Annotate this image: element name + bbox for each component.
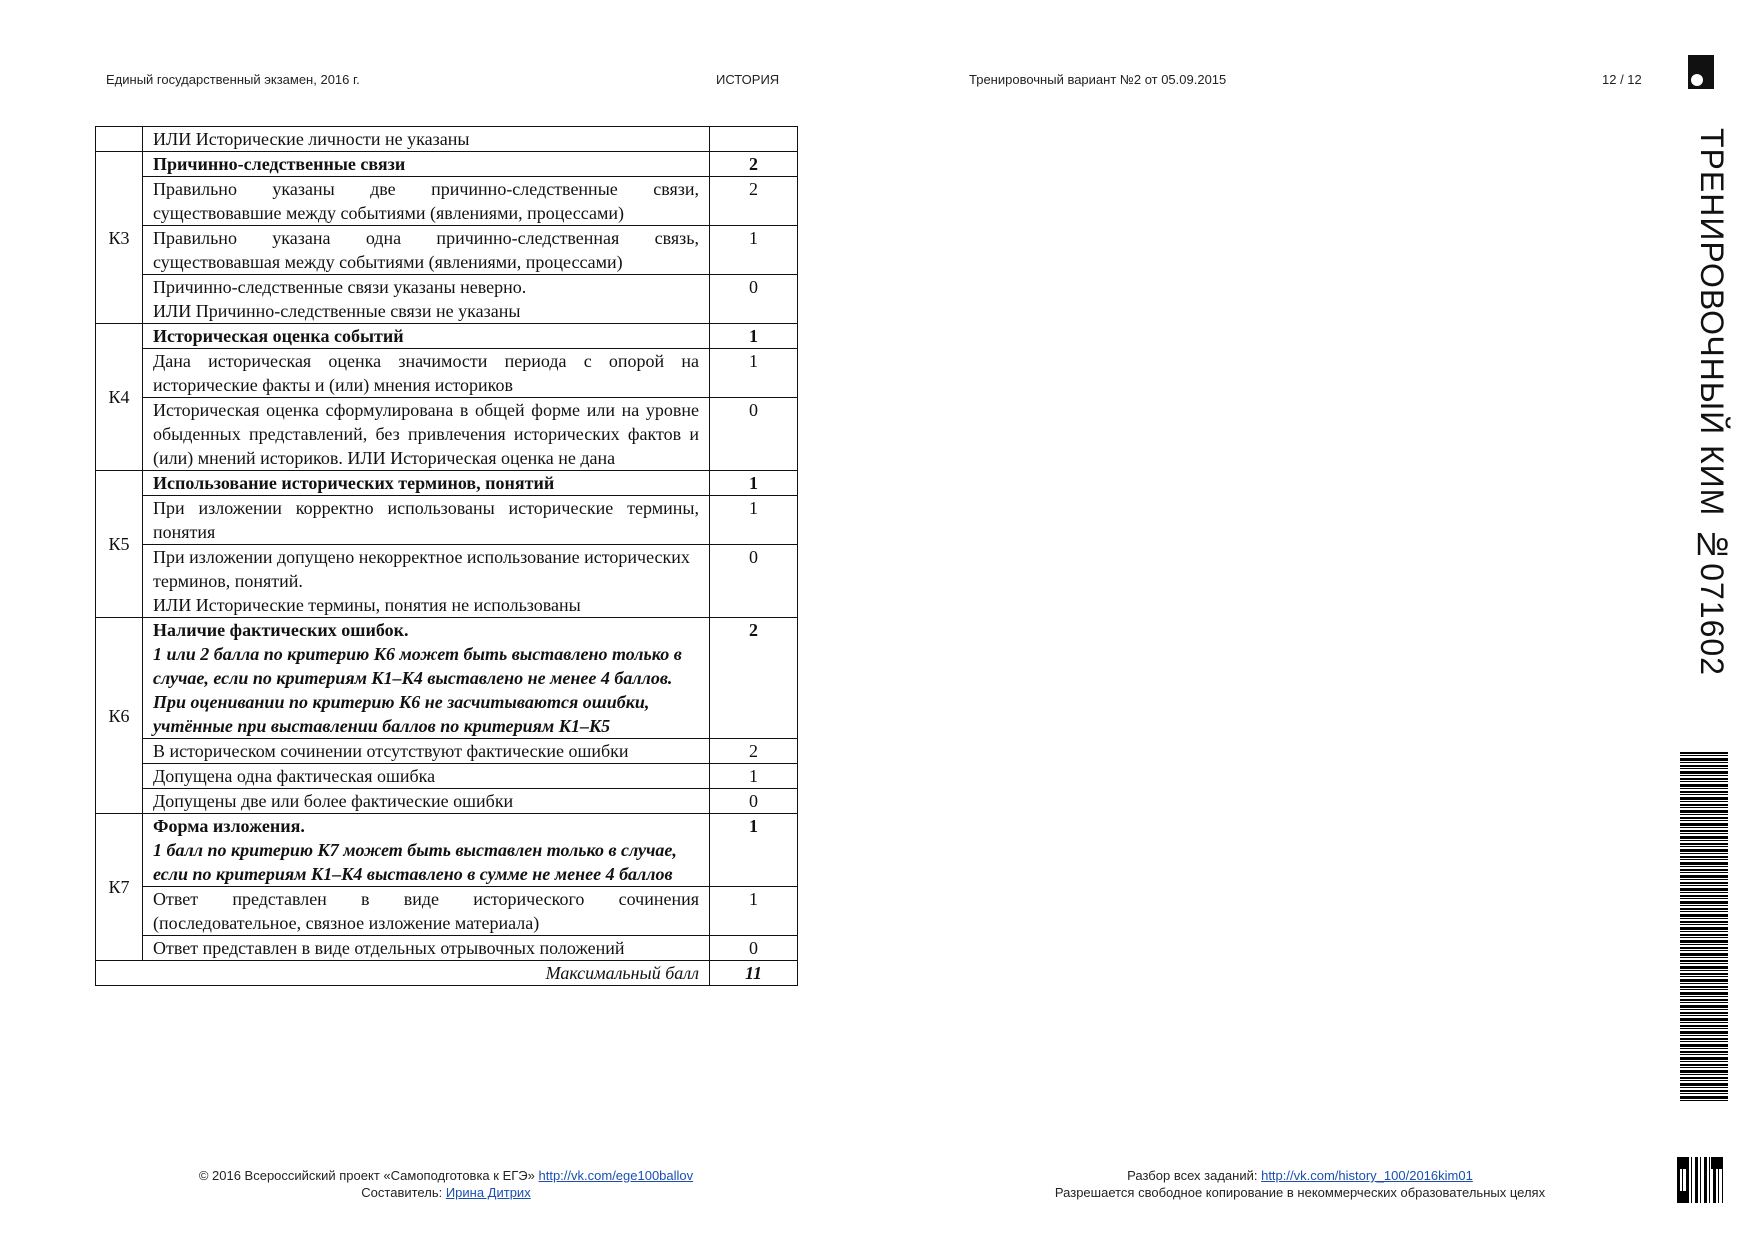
author-label: Составитель:	[361, 1185, 443, 1200]
criterion-text: Ответ представлен в виде исторического сочинения (последовательное, связное изложение материала)	[143, 887, 710, 936]
table-row	[96, 127, 798, 152]
header-page-number: 12 / 12	[1602, 72, 1642, 87]
criterion-note: 1 или 2 балла по критерию К6 может быть выставлено только в случае, если по критериям К1–К4 выставлено не менее 4 баллов.	[153, 644, 682, 688]
criterion-text: Правильно указаны две причинно-следственные связи, существовавшие между событиями (явлениями, процессами)	[143, 177, 710, 226]
criterion-title-k3: Причинно-следственные связи	[143, 152, 710, 177]
author-link[interactable]: Ирина Дитрих	[445, 1185, 531, 1200]
table-row	[96, 936, 798, 961]
criterion-max-k7: 1	[710, 814, 798, 887]
table-row	[96, 349, 798, 398]
criterion-text: В историческом сочинении отсутствуют фактические ошибки	[143, 739, 710, 764]
criterion-code-k4: К4	[96, 324, 143, 471]
criterion-note: 1 балл по критерию К7 может быть выставлен только в случае, если по критериям К1–К4 выставлено в сумме не менее 4 баллов	[153, 840, 677, 884]
criterion-points: 1	[710, 764, 798, 789]
criterion-text-alt: ИЛИ Исторические термины, понятия не использованы	[153, 595, 581, 615]
criterion-title-k7: Форма изложения.	[153, 816, 305, 836]
criterion-points: 0	[710, 789, 798, 814]
criterion-text-alt: ИЛИ Причинно-следственные связи не указаны	[153, 301, 521, 321]
criterion-title-k4: Историческая оценка событий	[143, 324, 710, 349]
table-row	[96, 814, 798, 887]
table-row	[96, 764, 798, 789]
table-row	[96, 177, 798, 226]
criterion-max-k3: 2	[710, 152, 798, 177]
table-row	[96, 275, 798, 324]
criteria-table	[95, 126, 798, 986]
project-link[interactable]: http://vk.com/ege100ballov	[538, 1168, 694, 1183]
criterion-code-k7: К7	[96, 814, 143, 961]
total-value: 11	[710, 961, 798, 986]
criterion-code-k5: К5	[96, 471, 143, 618]
criterion-text: При изложении допущено некорректное использование исторических терминов, понятий.	[153, 547, 690, 591]
criterion-text: Допущена одна фактическая ошибка	[143, 764, 710, 789]
table-row	[96, 887, 798, 936]
table-row	[96, 324, 798, 349]
review-link[interactable]: http://vk.com/history_100/2016kim01	[1261, 1168, 1473, 1183]
criterion-code-k6: К6	[96, 618, 143, 814]
review-label: Разбор всех заданий:	[1127, 1168, 1258, 1183]
criterion-max-k6: 2	[710, 618, 798, 739]
license-text: Разрешается свободное копирование в некоммерческих образовательных целях	[1054, 1185, 1546, 1200]
table-row	[96, 496, 798, 545]
header-variant: Тренировочный вариант №2 от 05.09.2015	[969, 72, 1227, 87]
corner-marker-icon	[1688, 55, 1714, 89]
criterion-points: 2	[710, 739, 798, 764]
criterion-text: Дана историческая оценка значимости периода с опорой на исторические факты и (или) мнения историков	[143, 349, 710, 398]
table-row	[96, 226, 798, 275]
header-exam-title: Единый государственный экзамен, 2016 г.	[106, 72, 360, 87]
criterion-points: 1	[710, 226, 798, 275]
table-row	[96, 471, 798, 496]
criterion-note: При оценивании по критерию К6 не засчитываются ошибки, учтённые при выставлении баллов по критериям К1–К5	[153, 692, 650, 736]
criterion-text: При изложении корректно использованы исторические термины, понятия	[143, 496, 710, 545]
criterion-title-k5: Использование исторических терминов, понятий	[143, 471, 710, 496]
criterion-title-k6: Наличие фактических ошибок.	[153, 620, 409, 640]
table-row	[96, 618, 798, 739]
criterion-points: 0	[710, 545, 798, 618]
barcode-icon	[1680, 752, 1728, 1102]
table-row	[96, 152, 798, 177]
footer-right	[1000, 1167, 1600, 1201]
criterion-points: 1	[710, 496, 798, 545]
total-label: Максимальный балл	[96, 961, 710, 986]
criterion-points: 0	[710, 398, 798, 471]
criterion-points: 0	[710, 936, 798, 961]
total-row	[96, 961, 798, 986]
criterion-points: 1	[710, 349, 798, 398]
footer-copyright: © 2016 Всероссийский проект «Самоподготовка к ЕГЭ»	[198, 1168, 535, 1183]
criterion-text: Допущены две или более фактические ошибки	[143, 789, 710, 814]
criterion-code-k3: К3	[96, 152, 143, 324]
criterion-text: Ответ представлен в виде отдельных отрывочных положений	[143, 936, 710, 961]
criterion-max-k4: 1	[710, 324, 798, 349]
criterion-text: Правильно указана одна причинно-следственная связь, существовавшая между событиями (явлениями, процессами)	[143, 226, 710, 275]
table-row	[96, 789, 798, 814]
criterion-text: ИЛИ Исторические личности не указаны	[143, 127, 710, 152]
side-title: ТРЕНИРОВОЧНЫЙ КИМ №071602	[1694, 128, 1730, 676]
criterion-points: 2	[710, 177, 798, 226]
criterion-points: 0	[710, 275, 798, 324]
footer-left	[146, 1167, 746, 1201]
criterion-text: Историческая оценка сформулирована в общей форме или на уровне обыденных представлений, без привлечения исторических фактов и (или) мнений историков. ИЛИ Историческая оценка не дана	[143, 398, 710, 471]
criterion-max-k5: 1	[710, 471, 798, 496]
criterion-points: 1	[710, 887, 798, 936]
table-row	[96, 398, 798, 471]
table-row	[96, 739, 798, 764]
table-row	[96, 545, 798, 618]
qr-code-icon	[1677, 1157, 1723, 1203]
header-subject: ИСТОРИЯ	[716, 72, 780, 87]
criterion-text: Причинно-следственные связи указаны неверно.	[153, 277, 527, 297]
